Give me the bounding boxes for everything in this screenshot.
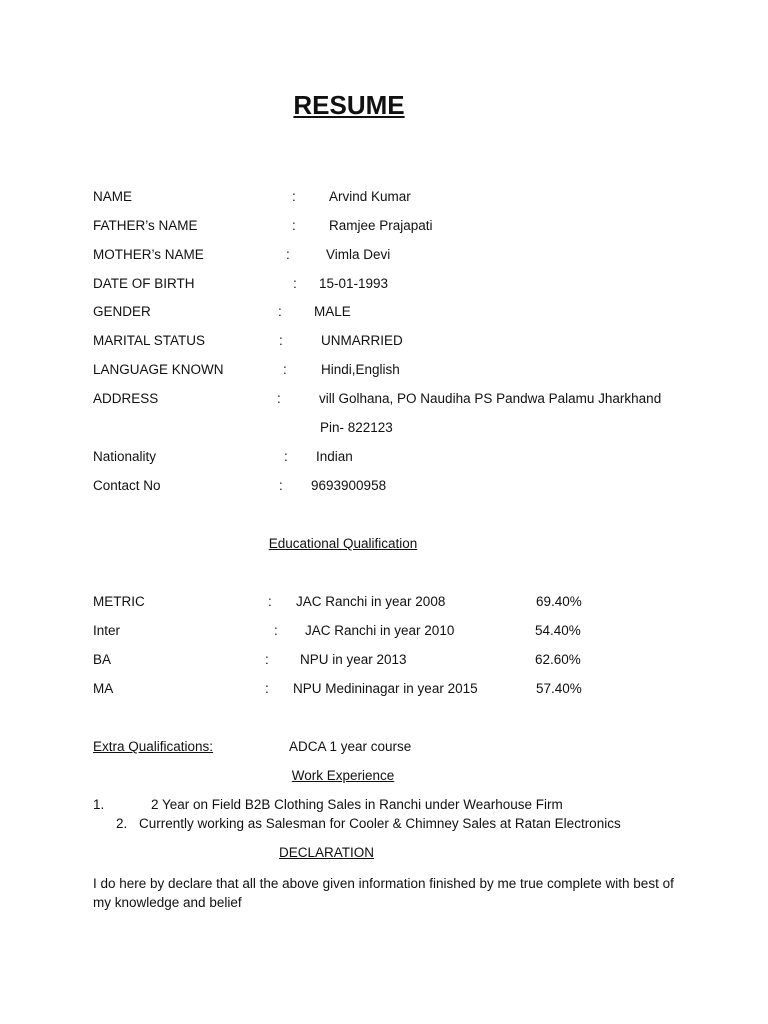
detail-value: Vimla Devi xyxy=(326,247,391,262)
detail-value: 9693900958 xyxy=(311,478,387,493)
detail-label: Nationality xyxy=(93,449,157,464)
detail-label: GENDER xyxy=(93,304,151,319)
detail-label: NAME xyxy=(93,189,133,204)
extra-qualifications-value: ADCA 1 year course xyxy=(289,739,412,754)
detail-value: vill Golhana, PO Naudiha PS Pandwa Palamu Jharkhand xyxy=(319,391,662,406)
education-heading: Educational Qualification xyxy=(268,536,418,551)
declaration-text: I do here by declare that all the above given information finished by me true complete with best of my knowledge and belief xyxy=(93,876,674,910)
detail-label: MARITAL STATUS xyxy=(93,333,206,348)
detail-colon: : xyxy=(279,478,283,493)
education-score: 62.60% xyxy=(535,652,581,667)
detail-value: Ramjee Prajapati xyxy=(329,218,433,233)
detail-colon: : xyxy=(277,391,281,406)
list-item-number: 1. xyxy=(93,797,105,812)
detail-colon: : xyxy=(292,218,296,233)
detail-colon: : xyxy=(286,247,290,262)
detail-colon: : xyxy=(292,189,296,204)
education-detail: NPU Medininagar in year 2015 xyxy=(293,681,478,696)
education-detail: JAC Ranchi in year 2008 xyxy=(296,594,446,609)
detail-colon: : xyxy=(283,362,287,377)
education-detail: JAC Ranchi in year 2010 xyxy=(305,623,455,638)
education-label: Inter xyxy=(93,623,121,638)
education-score: 69.40% xyxy=(536,594,582,609)
declaration-heading: DECLARATION xyxy=(278,845,374,860)
education-colon: : xyxy=(265,652,269,667)
detail-colon: : xyxy=(293,276,297,291)
list-item-text: 2 Year on Field B2B Clothing Sales in Ranchi under Wearhouse Firm xyxy=(151,797,563,812)
detail-value: Indian xyxy=(316,449,353,464)
detail-value: MALE xyxy=(314,304,351,319)
detail-value: 15-01-1993 xyxy=(319,276,389,291)
detail-label: DATE OF BIRTH xyxy=(93,276,195,291)
detail-colon: : xyxy=(278,304,282,319)
detail-value-pin: Pin- 822123 xyxy=(320,420,393,435)
work-experience-heading: Work Experience xyxy=(291,768,395,783)
education-colon: : xyxy=(268,594,272,609)
detail-label: MOTHER’s NAME xyxy=(93,247,204,262)
education-score: 54.40% xyxy=(535,623,581,638)
detail-label: FATHER’s NAME xyxy=(93,218,198,233)
detail-value: Arvind Kumar xyxy=(329,189,411,204)
detail-label: Contact No xyxy=(93,478,161,493)
education-detail: NPU in year 2013 xyxy=(300,652,407,667)
list-item-text: Currently working as Salesman for Cooler & Chimney Sales at Ratan Electronics xyxy=(139,816,621,831)
education-label: MA xyxy=(93,681,114,696)
education-colon: : xyxy=(265,681,269,696)
detail-label: ADDRESS xyxy=(93,391,159,406)
detail-colon: : xyxy=(284,449,288,464)
resume-title: RESUME xyxy=(293,90,405,120)
detail-value: Hindi,English xyxy=(321,362,400,377)
detail-label: LANGUAGE KNOWN xyxy=(93,362,224,377)
education-label: BA xyxy=(93,652,112,667)
detail-colon: : xyxy=(279,333,283,348)
education-colon: : xyxy=(274,623,278,638)
education-label: METRIC xyxy=(93,594,145,609)
education-score: 57.40% xyxy=(536,681,582,696)
list-item-number: 2. xyxy=(116,816,128,831)
extra-qualifications-label: Extra Qualifications: xyxy=(93,739,214,754)
detail-value: UNMARRIED xyxy=(321,333,403,348)
